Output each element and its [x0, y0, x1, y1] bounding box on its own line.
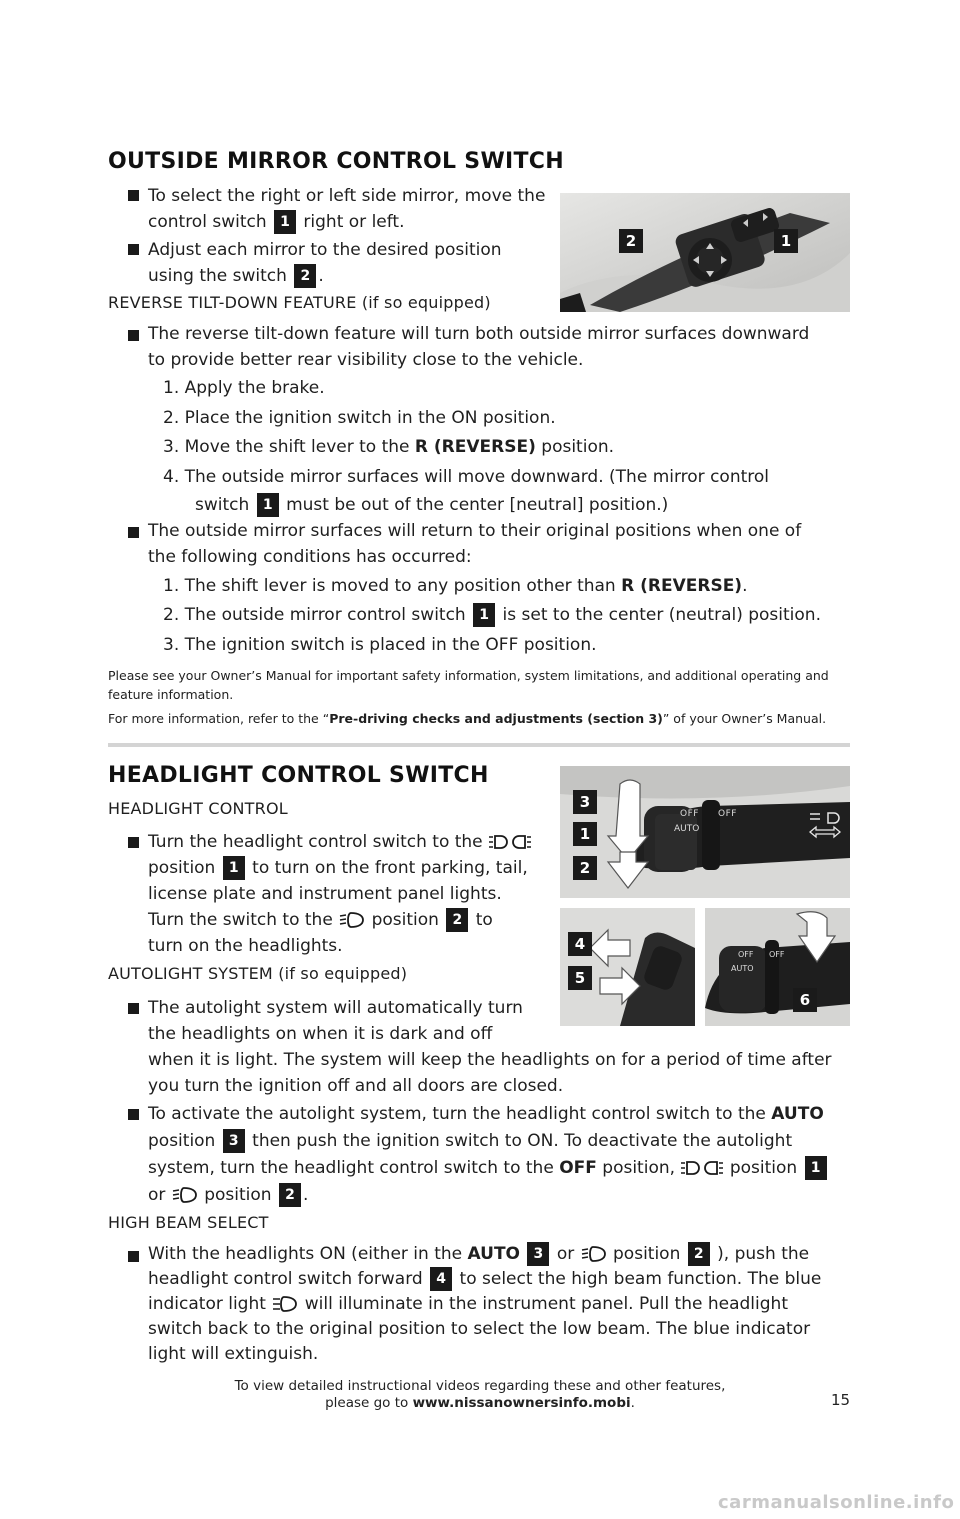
text-span: With the headlights ON (either in the [148, 1244, 463, 1264]
stalk-label-off: OFF [769, 950, 785, 959]
mirror-section-title: OUTSIDE MIRROR CONTROL SWITCH [108, 149, 564, 174]
text-span: For more information, refer to the “ [108, 711, 330, 726]
callout-number: 2 [688, 1242, 710, 1266]
headlight-icon [581, 1245, 607, 1263]
text-span: right or left. [303, 212, 405, 232]
text-span: indicator light [148, 1294, 266, 1314]
text-span: headlight control switch forward [148, 1269, 423, 1289]
text-line: license plate and instrument panel lights. [148, 884, 502, 904]
callout-number: 1 [257, 493, 279, 517]
callout-number: 3 [527, 1242, 549, 1266]
mirror-switch-photo [560, 193, 850, 312]
headlight-icon [339, 911, 365, 929]
reverse-step-4 [163, 464, 853, 518]
text-span: or [556, 1244, 575, 1264]
headlight-stalk-photo [560, 766, 850, 898]
parking-light-icon [489, 833, 531, 851]
text-line: switch back to the original position to select the low beam. The blue indicator [148, 1319, 811, 1339]
text-span: to turn on the front parking, tail, [252, 858, 528, 878]
high-beam-heading: HIGH BEAM SELECT [108, 1213, 269, 1232]
stalk-label-off: OFF [738, 950, 754, 959]
text-span: position [613, 1244, 681, 1264]
stalk-label-off: OFF [718, 809, 737, 819]
text-line: feature information. [108, 687, 234, 702]
text-line: To select the right or left side mirror, move the [148, 186, 546, 206]
condition-3: 3. The ignition switch is placed in the OFF position. [163, 635, 597, 655]
headlight-control-heading: HEADLIGHT CONTROL [108, 799, 288, 818]
page-number: 15 [831, 1391, 851, 1409]
fog-switch-illustration [705, 908, 850, 1026]
reverse-bullet-2 [148, 518, 848, 570]
section-divider [108, 743, 850, 747]
safety-note [108, 666, 868, 704]
bullet-icon [128, 244, 139, 255]
text-span: . [630, 1395, 635, 1411]
headlight-section-title: HEADLIGHT CONTROL SWITCH [108, 763, 489, 788]
reverse-step-2: 2. Place the ignition switch in the ON position. [163, 408, 556, 428]
high-beam-push-photo [560, 908, 695, 1026]
callout-number: 5 [568, 966, 592, 990]
footer-note [180, 1378, 780, 1412]
callout-number: 1 [805, 1156, 827, 1180]
callout-number: 3 [573, 790, 597, 814]
text-line: Please see your Owner’s Manual for important safety information, system limitations, and additional operating and [108, 668, 829, 683]
text-span: then push the ignition switch to ON. To deactivate the autolight [252, 1131, 793, 1151]
text-span: will illuminate in the instrument panel. Pull the headlight [304, 1294, 788, 1314]
bullet-icon [128, 190, 139, 201]
text-span: . [318, 266, 324, 286]
callout-number: 1 [274, 210, 296, 234]
callout-number: 4 [568, 932, 592, 956]
bullet-icon [128, 1003, 139, 1014]
text-span: 3. Move the shift lever to the [163, 437, 410, 457]
text-span: ), push the [717, 1244, 810, 1264]
text-span: Turn the headlight control switch to the [148, 832, 483, 852]
callout-number: 6 [793, 988, 817, 1012]
text-line: 4. The outside mirror surfaces will move downward. (The mirror control [163, 467, 769, 487]
reverse-step-3 [163, 434, 614, 460]
text-span: is set to the center (neutral) position. [502, 605, 821, 625]
text-span: To activate the autolight system, turn the headlight control switch to the [148, 1104, 766, 1124]
text-line: the headlights on when it is dark and off [148, 1024, 493, 1044]
text-span: to select the high beam function. The blue [459, 1269, 822, 1289]
reverse-tilt-heading: REVERSE TILT-DOWN FEATURE (if so equipped) [108, 293, 491, 312]
callout-number: 1 [774, 229, 798, 253]
rotate-arrows-icon [600, 776, 650, 896]
headlight-bullet-1 [148, 829, 538, 959]
bullet-icon [128, 330, 139, 341]
text-bold: AUTO [771, 1104, 824, 1124]
autolight-heading: AUTOLIGHT SYSTEM (if so equipped) [108, 964, 408, 983]
text-bold: OFF [559, 1158, 597, 1178]
callout-number: 1 [473, 603, 495, 627]
autolight-bullet-2 [148, 1101, 848, 1209]
text-span: to [475, 910, 493, 930]
text-span: please go to [325, 1395, 409, 1411]
callout-number: 2 [619, 229, 643, 253]
text-span: position [148, 1131, 216, 1151]
text-line: turn on the headlights. [148, 936, 343, 956]
callout-number: 3 [223, 1129, 245, 1153]
text-line: The reverse tilt-down feature will turn both outside mirror surfaces downward [148, 324, 810, 344]
text-span: switch [195, 495, 250, 515]
text-line: light will extinguish. [148, 1344, 319, 1364]
text-line: The outside mirror surfaces will return to their original positions when one of [148, 521, 802, 541]
mirror-bullet-2 [148, 237, 502, 289]
watermark: carmanualsonline.info [718, 1492, 955, 1513]
callout-number: 2 [573, 856, 597, 880]
text-span: 2. The outside mirror control switch [163, 605, 466, 625]
high-beam-flash-icon [808, 810, 842, 840]
text-bold: R (REVERSE) [621, 576, 743, 596]
text-span: control switch [148, 212, 267, 232]
text-span: position. [541, 437, 615, 457]
text-span: Turn the switch to the [148, 910, 333, 930]
text-span: position [729, 1158, 798, 1178]
mirror-switch-illustration [560, 193, 850, 312]
mirror-bullet-1 [148, 183, 545, 235]
text-span: . [302, 1185, 309, 1205]
website-link[interactable]: www.nissanownersinfo.mobi [412, 1395, 631, 1411]
high-beam-icon [272, 1295, 298, 1313]
high-beam-bullet [148, 1242, 858, 1367]
text-span: 1. The shift lever is moved to any position other than [163, 576, 616, 596]
bullet-icon [128, 527, 139, 538]
text-span: position [371, 910, 439, 930]
text-span: system, turn the headlight control switch to the [148, 1158, 554, 1178]
text-line: to provide better rear visibility close to the vehicle. [148, 350, 584, 370]
bullet-icon [128, 1251, 139, 1262]
text-span: must be out of the center [neutral] position.) [286, 495, 669, 515]
text-span: . [742, 576, 748, 596]
condition-2 [163, 602, 821, 628]
stalk-label-off: OFF [680, 809, 699, 819]
text-span: or [148, 1185, 166, 1205]
text-span: ” of your Owner’s Manual. [662, 711, 827, 726]
callout-number: 1 [573, 822, 597, 846]
text-bold: AUTO [467, 1244, 520, 1264]
text-line: The autolight system will automatically turn [148, 998, 523, 1018]
stalk-label-auto: AUTO [731, 964, 754, 973]
headlight-icon [172, 1186, 198, 1204]
text-span: using the switch [148, 266, 287, 286]
reference-note [108, 709, 868, 728]
text-bold: Pre-driving checks and adjustments (section 3) [329, 711, 663, 726]
fog-light-switch-photo [705, 908, 850, 1026]
callout-number: 1 [223, 856, 245, 880]
text-line: the following conditions has occurred: [148, 547, 472, 567]
text-span: position, [602, 1158, 676, 1178]
bullet-icon [128, 837, 139, 848]
parking-light-icon [681, 1159, 723, 1177]
text-bold: R (REVERSE) [414, 437, 536, 457]
callout-number: 2 [446, 908, 468, 932]
bullet-icon [128, 1109, 139, 1120]
text-line: To view detailed instructional videos regarding these and other features, [234, 1378, 726, 1394]
stalk-label-auto: AUTO [674, 824, 700, 834]
text-line: you turn the ignition off and all doors are closed. [148, 1076, 564, 1096]
text-line: when it is light. The system will keep the headlights on for a period of time after [148, 1050, 832, 1070]
reverse-step-1: 1. Apply the brake. [163, 378, 325, 398]
callout-number: 2 [279, 1183, 301, 1207]
callout-number: 2 [294, 264, 316, 288]
text-line: Adjust each mirror to the desired position [148, 240, 502, 260]
condition-1 [163, 573, 747, 599]
text-span: position [148, 858, 216, 878]
text-span: position [204, 1185, 272, 1205]
callout-number: 4 [430, 1267, 452, 1291]
reverse-bullet-1 [148, 321, 848, 373]
